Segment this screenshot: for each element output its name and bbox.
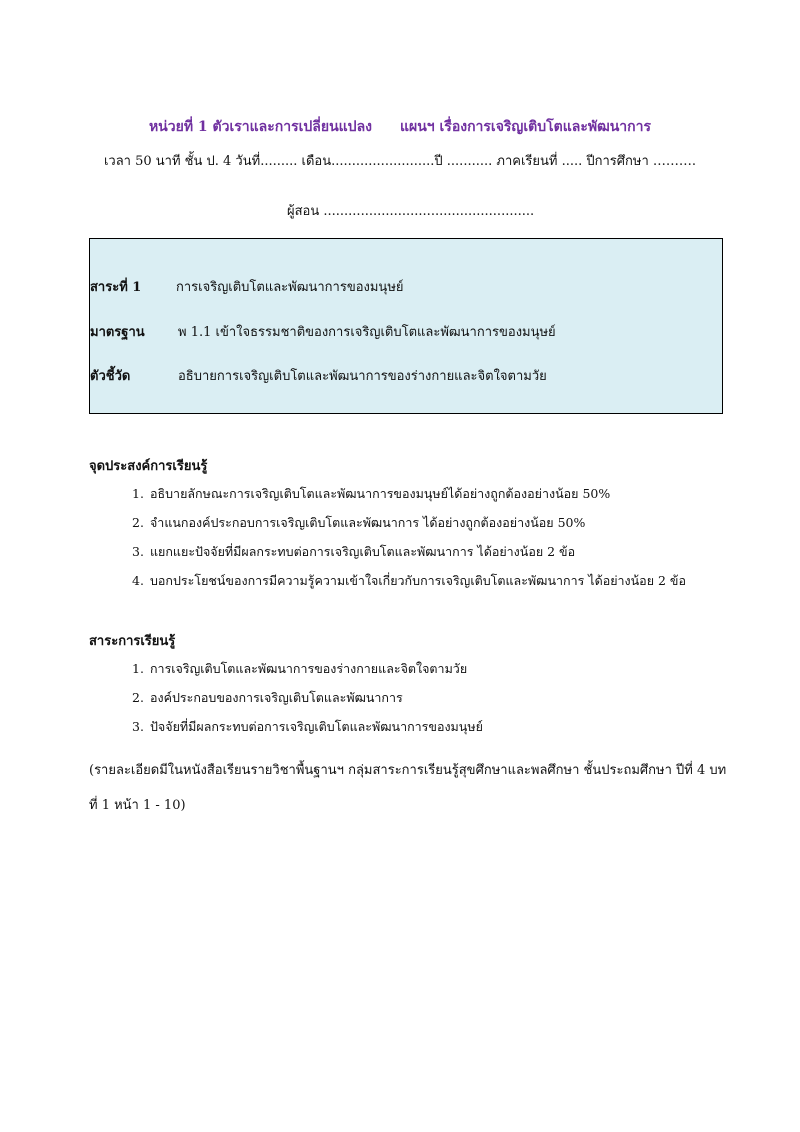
list-item	[132, 717, 483, 746]
reference-note: (รายละเอียดมีในหนังสือเรียนรายวิชาพื้นฐานฯ กลุ่มสาระการเรียนรู้สุขศึกษาและพลศึกษา ชั้นประถมศึกษา ปีที่ 4 บทที่ 1 หน้า 1 - 10)	[89, 763, 727, 813]
teacher-line: ผู้สอน ...................................................	[287, 204, 535, 219]
list-text: อธิบายลักษณะการเจริญเติบโตและพัฒนาการของมนุษย์ได้อย่างถูกต้องอย่างน้อย 50%	[149, 486, 611, 501]
list-text: จำแนกองค์ประกอบการเจริญเติบโตและพัฒนาการ ได้อย่างถูกต้องอย่างน้อย 50%	[149, 515, 586, 530]
list-text: บอกประโยชน์ของการมีความรู้ความเข้าใจเกี่ยวกับการเจริญเติบโตและพัฒนาการ ได้อย่างน้อย 2 ข้อ	[149, 573, 686, 588]
list-text: แยกแยะปัจจัยที่มีผลกระทบต่อการเจริญเติบโตและพัฒนาการ ได้อย่างน้อย 2 ข้อ	[149, 544, 576, 559]
list-text: ปัจจัยที่มีผลกระทบต่อการเจริญเติบโตและพัฒนาการของมนุษย์	[149, 719, 483, 734]
content-list	[132, 659, 483, 746]
list-text: องค์ประกอบของการเจริญเติบโตและพัฒนาการ	[149, 690, 403, 705]
strand-label: สาระที่ 1	[90, 280, 142, 295]
objectives-heading: จุดประสงค์การเรียนรู้	[89, 459, 208, 474]
standards-box	[89, 238, 723, 414]
unit-title: หน่วยที่ 1 ตัวเราและการเปลี่ยนแปลง	[148, 119, 372, 135]
standard-value: พ 1.1 เข้าใจธรรมชาติของการเจริญเติบโตและพัฒนาการของมนุษย์	[178, 325, 556, 340]
list-number: 1.	[132, 486, 144, 501]
list-item	[132, 484, 686, 513]
meta-line: เวลา 50 นาที ชั้น ป. 4 วันที่......... เดือน.........................ปี ........... ภาคเรียนที่ ..... ปีการศึกษา ……….	[103, 154, 697, 169]
list-item	[132, 513, 686, 542]
indicator-label: ตัวชี้วัด	[90, 369, 131, 384]
list-number: 3.	[132, 544, 144, 559]
list-number: 1.	[132, 661, 144, 676]
plan-title: แผนฯ เรื่องการเจริญเติบโตและพัฒนาการ	[399, 119, 652, 135]
strand-value: การเจริญเติบโตและพัฒนาการของมนุษย์	[176, 280, 404, 295]
list-number: 3.	[132, 719, 144, 734]
standard-label: มาตรฐาน	[90, 325, 145, 340]
list-number: 2.	[132, 690, 144, 705]
list-item	[132, 659, 483, 688]
list-item	[132, 688, 483, 717]
list-number: 4.	[132, 573, 144, 588]
list-item	[132, 542, 686, 571]
page-title	[0, 116, 800, 138]
list-item	[132, 571, 686, 600]
list-text: การเจริญเติบโตและพัฒนาการของร่างกายและจิตใจตามวัย	[149, 661, 468, 676]
content-heading: สาระการเรียนรู้	[89, 634, 176, 649]
indicator-value: อธิบายการเจริญเติบโตและพัฒนาการของร่างกายและจิตใจตามวัย	[178, 369, 547, 384]
list-number: 2.	[132, 515, 144, 530]
objectives-list	[132, 484, 686, 600]
